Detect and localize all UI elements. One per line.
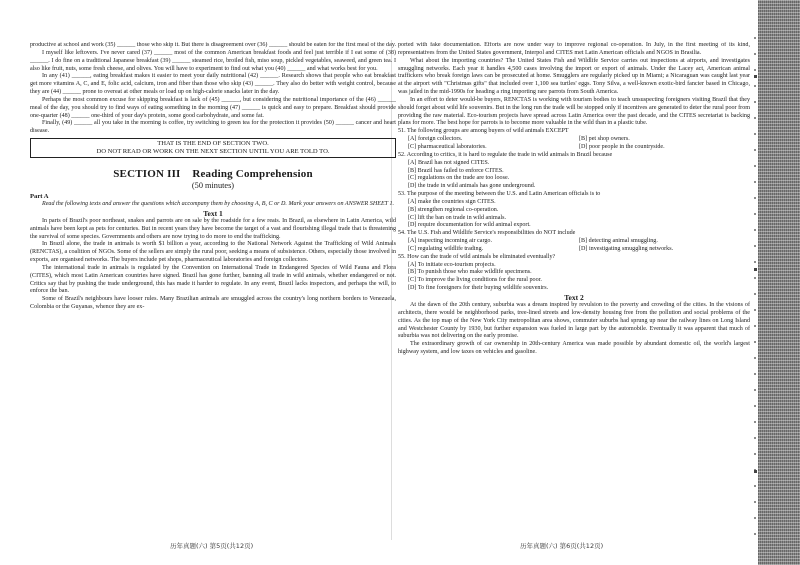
option-d[interactable]: [D] require documentation for wild animal export. (408, 222, 531, 229)
text-heading: Text 1 (203, 208, 223, 218)
section-time: (50 minutes) (191, 181, 235, 191)
passage-paragraph: In Brazil alone, the trade in animals is worth $1 billion a year, according to the National Network Against the Trafficking of Wild Animals (RENCTAS), a coalition of NGOs. Some of the sellers are simply the rural poor, seeking a means of subsistence. Others, especially those involved in exports, are organised networks. The buyers include pet shops, pharmaceutical laboratories and foreign collectors. (30, 241, 396, 264)
option-b[interactable]: [B] pet shop owners. (579, 136, 630, 143)
option-a[interactable]: [A] To initiate eco-tourism projects. (408, 261, 496, 268)
passage-paragraph: In an effort to deter would-be buyers, RENCTAS is working with tourism bodies to teach unsuspecting foreigners visiting Brazil that they should forget about wild life souvenirs. But in the long run the trade will be stopped only if incentives are generated to deter the rural poor from providing the raw material. Eco-tourism projects have spread across Latin America over the past decade, and the CITES secretariat is backing plans for more. The best hope for parrots is to become more valuable in the wild than in a plastic tube. (398, 96, 750, 127)
option-d[interactable]: [D] To fine foreigners for their buying wildlife souvenirs. (408, 285, 549, 292)
passage-paragraph: What about the importing countries? The United States Fish and Wildlife Service carries out inspections at airports, and investigates smuggling networks. Each year it handles 4,500 cases involving the import or export of animals. Under the Lacey act, American animal traffickers who break foreign laws can be prosecuted at home. Smugglers are regularly picked up in Miami; a Nicaraguan was caught last year at the airport with "Christmas gifts" that included over 1,100 sea turtles' eggs. Tony Silva, a well-known exotic-bird fancier based in Chicago, was jailed in the mid-1990s for heading a ring importing rare parrots from South America. (398, 57, 750, 96)
part-heading: Part A (30, 193, 49, 201)
section-title: SECTION III Reading Comprehension (113, 168, 313, 181)
question-options (408, 238, 750, 246)
passage-paragraph: The extraordinary growth of car ownership in 20th-century America was made possible by abundant domestic oil, the world's largest highway system, and low taxes on vehicles and gasoline. (398, 341, 750, 356)
option-d[interactable]: [D] the trade in wild animals has gone underground. (408, 183, 536, 190)
cloze-paragraph: productive at school and work (35) ______ those who skip it. But there is disagreement over (36) ______ should be eaten for the first meal of the day. (30, 42, 396, 48)
passage-paragraph: In parts of Brazil's poor northeast, snakes and parrots are on sale by the roadside for a few reais. In Brazil, as elsewhere in Latin America, wild animals have been kept as pets for centuries. But in recent years they have become the target of a vast and flourishing illegal trade that is threatening the survival of some species. Governments and others are now trying to do more to end the trafficking. (30, 217, 396, 240)
text-heading: Text 2 (564, 293, 584, 302)
binding-mark (754, 470, 757, 473)
question-55: 55. How can the trade of wild animals be eliminated eventually? (398, 253, 556, 260)
option-b[interactable]: [B] strengthen regional co-operation. (408, 206, 499, 213)
left-page (30, 42, 396, 532)
option-a[interactable]: [A] inspecting incoming air cargo. (408, 238, 492, 245)
option-a[interactable]: [A] Brazil has not signed CITES. (408, 159, 490, 166)
question-options (408, 144, 750, 152)
cloze-paragraph: Finally, (49) ______ all you take in the morning is coffee, try switching to green tea for the protection it provides (50) ______ cancer and heart disease. (30, 120, 396, 135)
question-53: 53. The purpose of the meeting between the U.S. and Latin American officials is to (398, 191, 601, 198)
binding-mark (754, 75, 757, 78)
option-b[interactable]: [B] Brazil has failed to enforce CITES. (408, 167, 504, 174)
option-d[interactable]: [D] investigating smuggling networks. (579, 245, 674, 252)
do-not-read-line: DO NOT READ OR WORK ON THE NEXT SECTION UNTIL YOU ARE TOLD TO. (96, 148, 330, 156)
book-binding-edge (758, 0, 800, 565)
option-c[interactable]: [C] regulations on the trade are too loose. (408, 175, 510, 182)
option-b[interactable]: [B] To punish those who make wildlife specimens. (408, 269, 532, 276)
binding-holes (753, 30, 757, 540)
passage-paragraph: The international trade in animals is regulated by the Convention on International Trade in Endangered Species of Wild Fauna and Flora (CITES), which most Latin American countries have signed. Brazil has gone further, banning all trade in wild animals, whether endangered or not. Critics say that by pushing the trade underground, this has made it harder to regulate. In any event, Brazil lacks inspectors, and perhaps the will, to enforce the ban. (30, 264, 396, 295)
page-footer-right: 历年真题(六) 第6页(共12页) (520, 542, 604, 550)
option-b[interactable]: [B] detecting animal smuggling. (579, 238, 658, 245)
end-of-section-box (30, 138, 396, 158)
passage-paragraph: At the dawn of the 20th century, suburbia was a dream inspired by revulsion to the poverty and crowding of the cities. In the visions of architects, there would be neighborhood parks, tree-lined streets and low-density housing free from the pollution and social problems of the cities. As the top map of the New York City metropolitan area shows, commuter suburbs had sprung up near the railway lines on Long Island and Westchester County by 1930, but further expansion was fueled in large part by the automobile. Eventually it was apparent that much of suburbia was not delivering on the early promise. (398, 302, 750, 340)
option-c[interactable]: [C] pharmaceutical laboratories. (408, 143, 487, 150)
question-52: 52. According to critics, it is hard to regulate the trade in wild animals in Brazil because (398, 151, 613, 158)
cloze-paragraph: I myself like leftovers. I've never cared (37) ______ most of the common American breakfast foods and feel just terrible if I eat some of (38) ______. I do fine on a traditional Japanese breakfast (39) ______ steamed rice, broiled fish, miso soup, pickled vegetables, seaweed, and green tea. I also like fruit, nuts, some fresh cheese, and olives. You will have to experiment to find out what you (40) ______ and what works best for you. (30, 49, 396, 72)
option-a[interactable]: [A] make the countries sign CITES. (408, 198, 496, 205)
option-d[interactable]: [D] poor people in the countryside. (579, 143, 665, 150)
option-c[interactable]: [C] To improve the living conditions for the rural poor. (408, 277, 542, 284)
page-footer-left: 历年真题(六) 第5页(共12页) (170, 542, 254, 550)
question-51: 51. The following groups are among buyers of wild animals EXCEPT (398, 128, 569, 135)
question-54: 54. The U.S. Fish and Wildlife Service's responsibilities do NOT include (398, 230, 576, 237)
passage-paragraph: Some of Brazil's neighbours have looser rules. Many Brazilian animals are smuggled across the country's long northern borders to Venezuela, Colombia or the Guyanas, whence they are ex- (30, 296, 396, 311)
cloze-paragraph: Perhaps the most common excuse for skipping breakfast is lack of (45) ______, but considering the nutritional importance of the (46) ______ meal of the day, you should try to find ways of eating something in the morning (47) ______ is quick and easy to prepare. Breakfast should provide one-quarter (48) ______ one-third of your day's protein, some good carbohydrate, and some fat. (30, 96, 396, 119)
question-options (408, 246, 750, 254)
option-c[interactable]: [C] regulating wildlife trading. (408, 245, 484, 252)
question-options (408, 136, 750, 144)
cloze-paragraph: In any (41) ______, eating breakfast makes it easier to meet your daily nutritional (42) ______. Research shows that people who eat breakfast get more vitamins A, C, and E, folic acid, calcium, iron and fiber than those who skip (43) ______. They also do better with weight control, because they are (44) ______ prone to overeat at other meals or load up on high-calorie snacks later in the day. (30, 73, 396, 96)
option-a[interactable]: [A] foreign collectors. (408, 136, 463, 143)
end-of-section-line: THAT IS THE END OF SECTION TWO. (157, 140, 269, 148)
option-c[interactable]: [C] lift the ban on trade in wild animals. (408, 214, 506, 221)
directions: Read the following texts and answer the questions which accompany them by choosing A, B, C or D. Mark your answers on ANSWER SHEET 1. (42, 200, 395, 207)
passage-paragraph: ported with fake documentation. Efforts are now under way to improve regional co-operation. In July, in the first meeting of its kind, representatives from the United States government, Interpol and CITES met Latin American officials and NGOS in Brasilia. (398, 42, 750, 56)
right-page (398, 42, 750, 532)
binding-mark (754, 268, 757, 271)
